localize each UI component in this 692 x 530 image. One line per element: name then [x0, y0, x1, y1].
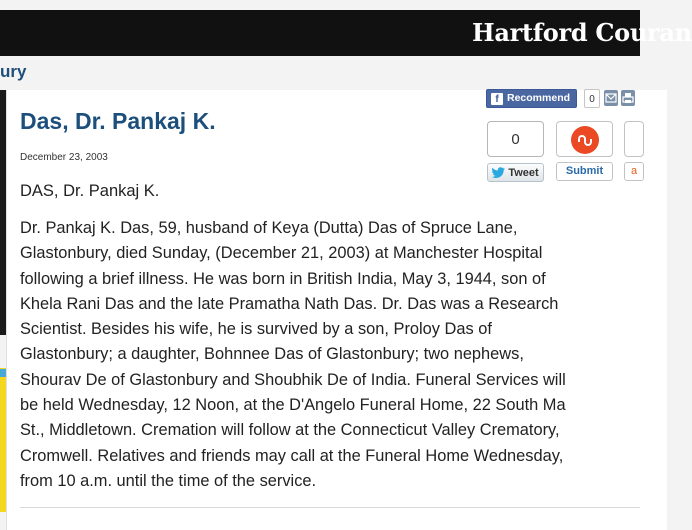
breadcrumb[interactable]: ury — [0, 62, 27, 81]
tweet-label: Tweet — [508, 166, 539, 179]
twitter-bird-icon — [492, 167, 505, 178]
site-header — [0, 10, 692, 56]
stumbleupon-icon — [571, 126, 599, 154]
site-logo[interactable]: Hartford Couran — [472, 18, 692, 47]
facebook-icon: f — [491, 93, 503, 105]
article-line: following a brief illness. He was born in British India, May 3, 1944, son of — [20, 269, 546, 288]
article-line: Scientist. Besides his wife, he is survived by a son, Proloy Das of — [20, 320, 492, 339]
stumbleupon-badge[interactable] — [556, 121, 613, 157]
article-line: Dr. Pankaj K. Das, 59, husband of Keya (Dutta) Das of Spruce Lane, — [20, 219, 518, 237]
email-icon[interactable] — [604, 90, 618, 106]
article-line: Shourav De of Glastonbury and Shoubhik De of India. Funeral Services will — [20, 370, 566, 389]
facebook-recommend-button[interactable] — [486, 89, 577, 108]
article-line: be held Wednesday, 12 Noon, at the D'Angelo Funeral Home, 22 South Ma — [20, 396, 566, 415]
tweet-button[interactable] — [487, 163, 544, 182]
share-button-partial[interactable]: a — [624, 162, 644, 181]
article-line: Khela Rani Das and the late Pramatha Nath Das. Dr. Das was a Research — [20, 294, 559, 313]
article-line: Cromwell. Relatives and friends may call at the Funeral Home Wednesday, — [20, 446, 564, 465]
article-line: Glastonbury; a daughter, Bohnnee Das of Glastonbury; two nephews, — [20, 345, 524, 364]
facebook-recommend-label: Recommend — [507, 92, 571, 104]
article-line: St., Middletown. Cremation will follow at the Connecticut Valley Crematory, — [20, 421, 560, 440]
print-icon[interactable] — [621, 90, 635, 106]
article-line: Glastonbury, died Sunday, (December 21, 2003) at Manchester Hospital — [20, 244, 543, 263]
divider — [20, 507, 640, 508]
tweet-count: 0 — [487, 121, 544, 157]
article-title: Das, Dr. Pankaj K. — [20, 108, 216, 134]
article-date: December 23, 2003 — [20, 152, 108, 163]
share-widget-partial[interactable] — [624, 121, 644, 157]
article-line: from 10 a.m. until the time of the service. — [20, 471, 317, 490]
facebook-count: 0 — [584, 89, 600, 108]
article-body — [20, 216, 660, 494]
stumbleupon-submit-button[interactable]: Submit — [556, 162, 613, 181]
article-headline: DAS, Dr. Pankaj K. — [20, 182, 160, 200]
